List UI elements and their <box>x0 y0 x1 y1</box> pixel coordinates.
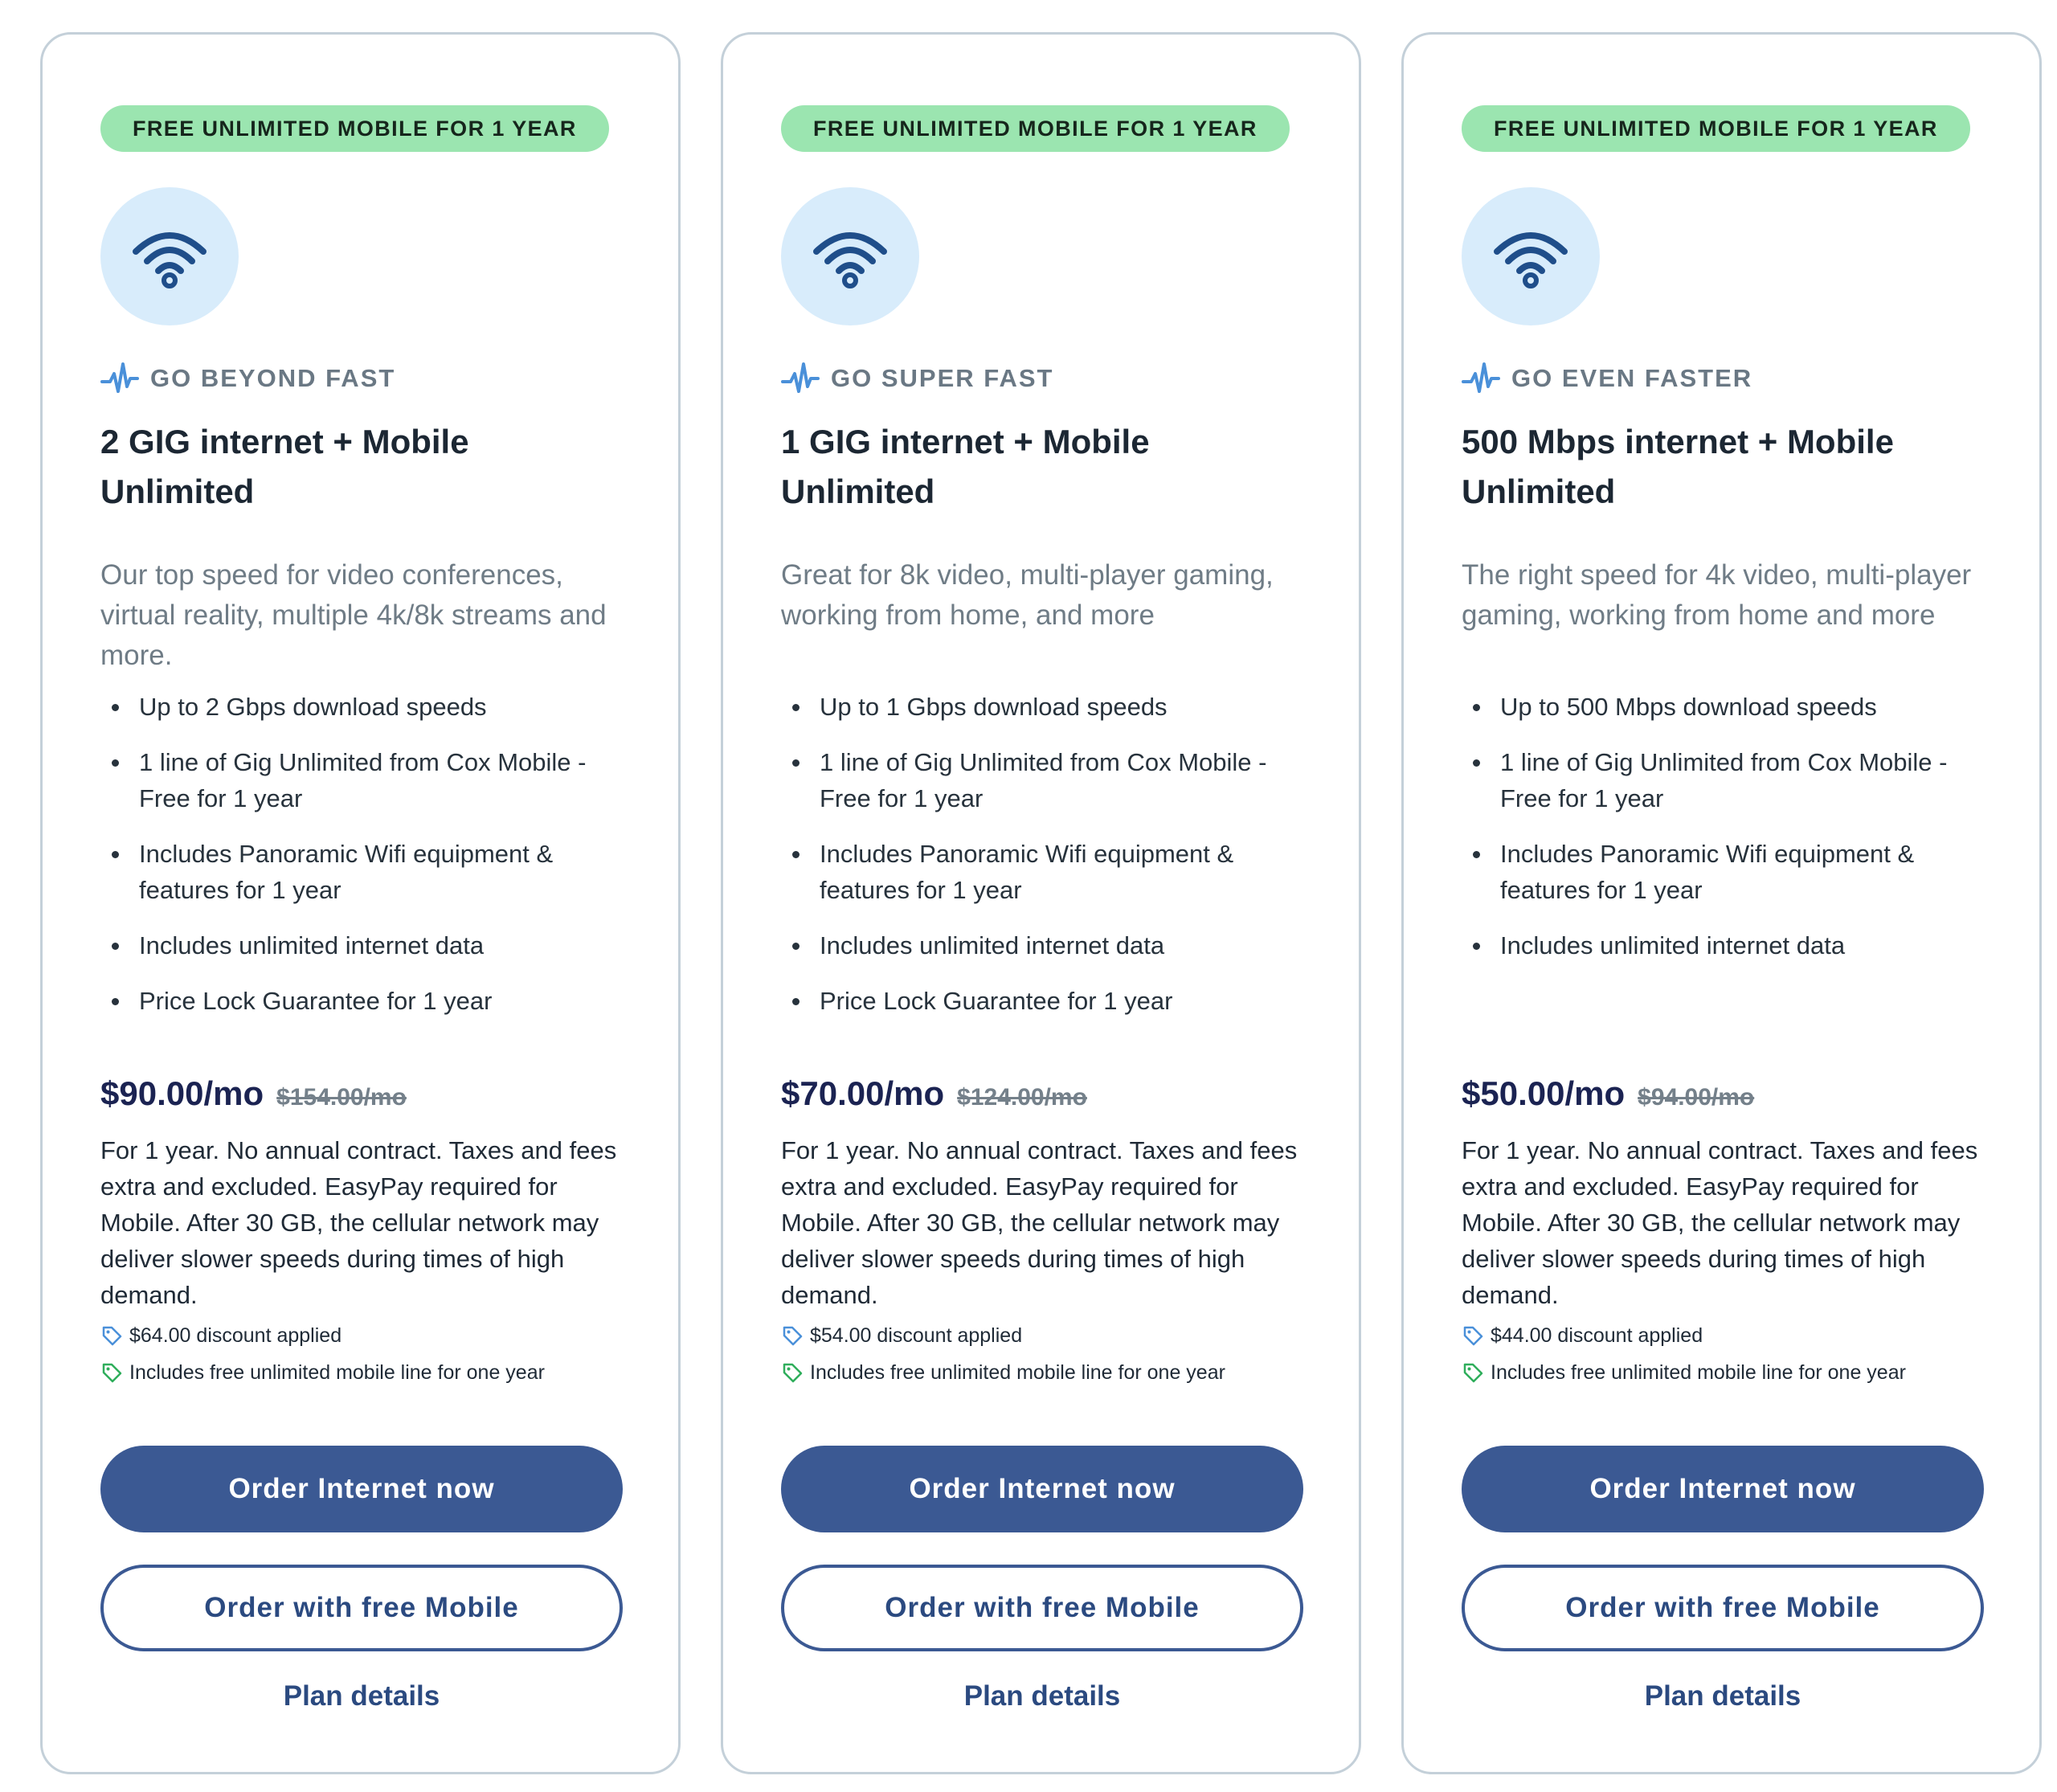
feature-item: Includes Panoramic Wifi equipment & features for 1 year <box>139 836 623 908</box>
feature-list <box>100 689 623 1074</box>
price-tag-icon <box>100 1324 123 1347</box>
price-row <box>1462 1074 1984 1127</box>
old-price: $94.00/mo <box>1638 1084 1755 1111</box>
feature-item: 1 line of Gig Unlimited from Cox Mobile - Free for 1 year <box>139 744 623 816</box>
price-terms: For 1 year. No annual contract. Taxes and fees extra and excluded. EasyPay required for Mobile. After 30 GB, the cellular network may deliver slower speeds during times of high demand. <box>100 1136 617 1309</box>
price-tag-icon <box>1462 1324 1484 1347</box>
price-tag-icon <box>1462 1361 1484 1384</box>
promo-badge: FREE UNLIMITED MOBILE FOR 1 YEAR <box>100 105 609 152</box>
price-tag-icon <box>781 1361 804 1384</box>
plan-description: The right speed for 4k video, multi-player gaming, working from home and more <box>1462 559 1972 631</box>
plan-details-link[interactable]: Plan details <box>1644 1680 1801 1712</box>
pulse-icon <box>100 359 139 398</box>
feature-list <box>781 689 1303 1074</box>
feature-item: Up to 2 Gbps download speeds <box>139 689 623 725</box>
plan-description: Our top speed for video conferences, virtual reality, multiple 4k/8k streams and more. <box>100 559 607 671</box>
feature-list <box>1462 689 1984 1074</box>
promo-badge: FREE UNLIMITED MOBILE FOR 1 YEAR <box>1462 105 1970 152</box>
price-row <box>781 1074 1303 1127</box>
plan-card <box>40 32 681 1774</box>
plan-details-link[interactable]: Plan details <box>963 1680 1121 1712</box>
plan-title: 500 Mbps internet + Mobile Unlimited <box>1462 423 1894 510</box>
order-internet-button[interactable]: Order Internet now <box>781 1446 1303 1532</box>
plan-details-link[interactable]: Plan details <box>283 1680 440 1712</box>
mobile-note: Includes free unlimited mobile line for one year <box>781 1354 1303 1391</box>
speed-tagline: GO BEYOND FAST <box>150 364 396 392</box>
feature-item: Price Lock Guarantee for 1 year <box>139 983 623 1019</box>
order-with-mobile-button[interactable]: Order with free Mobile <box>1462 1565 1984 1651</box>
discount-note: $44.00 discount applied <box>1462 1317 1984 1354</box>
plan-title: 2 GIG internet + Mobile Unlimited <box>100 423 469 510</box>
feature-item: 1 line of Gig Unlimited from Cox Mobile - Free for 1 year <box>820 744 1303 816</box>
promo-badge: FREE UNLIMITED MOBILE FOR 1 YEAR <box>781 105 1290 152</box>
wifi-icon <box>1462 187 1600 325</box>
discount-note: $64.00 discount applied <box>100 1317 623 1354</box>
order-with-mobile-button[interactable]: Order with free Mobile <box>100 1565 623 1651</box>
price-terms: For 1 year. No annual contract. Taxes and fees extra and excluded. EasyPay required for Mobile. After 30 GB, the cellular network may deliver slower speeds during times of high demand. <box>781 1136 1298 1309</box>
price-tag-icon <box>781 1324 804 1347</box>
speed-tagline: GO SUPER FAST <box>831 364 1054 392</box>
discount-note: $54.00 discount applied <box>781 1317 1303 1354</box>
order-internet-button[interactable]: Order Internet now <box>1462 1446 1984 1532</box>
price: $90.00/mo <box>100 1074 264 1112</box>
price-tag-icon <box>100 1361 123 1384</box>
mobile-note: Includes free unlimited mobile line for one year <box>100 1354 623 1391</box>
price-terms: For 1 year. No annual contract. Taxes and fees extra and excluded. EasyPay required for Mobile. After 30 GB, the cellular network may deliver slower speeds during times of high demand. <box>1462 1136 1978 1309</box>
feature-item: Up to 500 Mbps download speeds <box>1500 689 1984 725</box>
pulse-icon <box>1462 359 1500 398</box>
feature-item: Includes Panoramic Wifi equipment & features for 1 year <box>820 836 1303 908</box>
price: $70.00/mo <box>781 1074 945 1112</box>
feature-item: Includes unlimited internet data <box>1500 927 1984 964</box>
feature-item: Includes unlimited internet data <box>139 927 623 964</box>
wifi-icon <box>781 187 919 325</box>
feature-item: Includes Panoramic Wifi equipment & features for 1 year <box>1500 836 1984 908</box>
price: $50.00/mo <box>1462 1074 1626 1112</box>
plan-cards <box>40 32 2043 1774</box>
plan-card <box>721 32 1361 1774</box>
price-row <box>100 1074 623 1127</box>
feature-item: Price Lock Guarantee for 1 year <box>820 983 1303 1019</box>
old-price: $124.00/mo <box>957 1084 1087 1111</box>
plan-card <box>1401 32 2042 1774</box>
order-with-mobile-button[interactable]: Order with free Mobile <box>781 1565 1303 1651</box>
plan-description: Great for 8k video, multi-player gaming, working from home, and more <box>781 559 1274 631</box>
order-internet-button[interactable]: Order Internet now <box>100 1446 623 1532</box>
mobile-note: Includes free unlimited mobile line for one year <box>1462 1354 1984 1391</box>
speed-tagline: GO EVEN FASTER <box>1511 364 1753 392</box>
plan-title: 1 GIG internet + Mobile Unlimited <box>781 423 1150 510</box>
old-price: $154.00/mo <box>276 1084 407 1111</box>
feature-item: Includes unlimited internet data <box>820 927 1303 964</box>
pulse-icon <box>781 359 820 398</box>
feature-item: Up to 1 Gbps download speeds <box>820 689 1303 725</box>
feature-item: 1 line of Gig Unlimited from Cox Mobile - Free for 1 year <box>1500 744 1984 816</box>
wifi-icon <box>100 187 239 325</box>
